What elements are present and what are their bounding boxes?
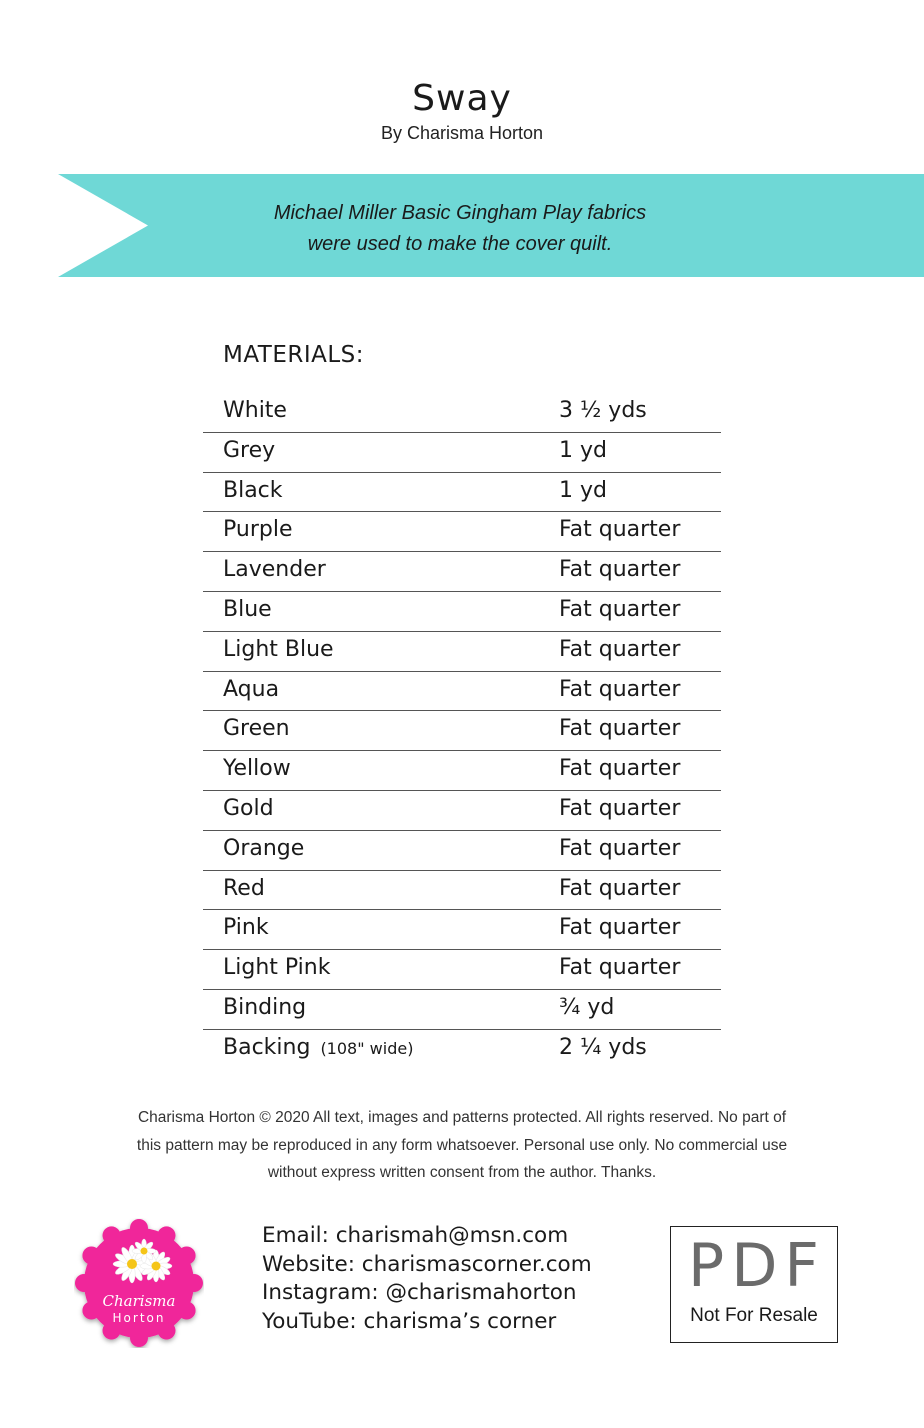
material-name [223, 915, 269, 940]
copyright-line-2: this pattern may be reproduced in any form whatsoever. Personal use only. No commercial use [136, 1136, 788, 1154]
material-name [223, 517, 292, 542]
logo-badge-icon [74, 1218, 204, 1348]
page-title: Sway [412, 78, 512, 119]
material-name-text: Backing [223, 1034, 311, 1060]
material-name-text: Pink [223, 915, 269, 941]
material-quantity: Fat quarter [559, 955, 681, 981]
material-quantity: Fat quarter [559, 676, 681, 702]
contact-instagram[interactable]: Instagram: @charismahorton [262, 1280, 577, 1305]
material-name-text: Red [223, 875, 265, 901]
material-name [223, 398, 287, 423]
material-quantity: Fat quarter [559, 835, 681, 861]
material-note: (108" wide) [320, 1038, 414, 1058]
material-name-text: Gold [223, 795, 274, 821]
material-name-text: Blue [223, 596, 272, 622]
materials-heading: MATERIALS: [223, 342, 365, 368]
banner-line-2: were used to make the cover quilt. [307, 233, 613, 255]
material-name [223, 955, 330, 980]
material-row [203, 871, 721, 911]
contact-info [262, 1222, 592, 1336]
material-quantity: 1 yd [559, 477, 607, 503]
material-quantity: Fat quarter [559, 557, 681, 583]
author-byline: By Charisma Horton [380, 123, 544, 143]
material-name [223, 1035, 413, 1060]
material-quantity: Fat quarter [559, 596, 681, 622]
material-quantity: 2 ¼ yds [559, 1034, 647, 1060]
materials-table [203, 393, 721, 1070]
material-name [223, 557, 326, 582]
material-name-text: Binding [223, 994, 307, 1020]
material-row [203, 990, 721, 1030]
material-name [223, 796, 274, 821]
logo-text-2: Horton [112, 1311, 166, 1325]
material-name-text: Light Pink [223, 955, 331, 981]
pdf-not-for-resale-badge [670, 1226, 838, 1343]
material-row [203, 831, 721, 871]
material-name [223, 438, 275, 463]
copyright-line-1: Charisma Horton © 2020 All text, images and patterns protected. All rights reserved. No part of [137, 1109, 787, 1126]
material-name-text: Grey [223, 437, 276, 463]
material-name [223, 597, 272, 622]
material-name-text: Light Blue [223, 636, 334, 662]
material-name-text: Orange [223, 835, 305, 861]
material-name [223, 677, 279, 702]
material-quantity: ¾ yd [559, 994, 615, 1020]
material-quantity: Fat quarter [559, 517, 681, 543]
material-name-text: Aqua [223, 676, 280, 702]
material-row [203, 751, 721, 791]
material-row [203, 950, 721, 990]
material-row [203, 632, 721, 672]
material-row [203, 910, 721, 950]
material-name-text: Purple [223, 517, 293, 543]
material-quantity: Fat quarter [559, 756, 681, 782]
material-quantity: Fat quarter [559, 636, 681, 662]
material-name [223, 637, 334, 662]
material-name-text: Yellow [223, 756, 291, 782]
copyright-line-3: without express written consent from the author. Thanks. [267, 1164, 657, 1181]
material-row [203, 512, 721, 552]
material-quantity: Fat quarter [559, 795, 681, 821]
material-row [203, 473, 721, 513]
material-row [203, 672, 721, 712]
material-quantity: Fat quarter [559, 915, 681, 941]
material-row [203, 433, 721, 473]
material-quantity: Fat quarter [559, 716, 681, 742]
material-row [203, 791, 721, 831]
material-name [223, 756, 291, 781]
copyright-notice [90, 1104, 834, 1187]
contact-youtube[interactable]: YouTube: charisma’s corner [262, 1308, 557, 1334]
material-name [223, 836, 304, 861]
pdf-label: PDF [688, 1231, 826, 1301]
material-row [203, 1030, 721, 1070]
charisma-horton-logo [74, 1218, 204, 1348]
fabric-banner-text [150, 198, 770, 260]
material-name [223, 716, 290, 741]
logo-text-1: Charisma [102, 1292, 176, 1310]
material-quantity: 1 yd [559, 437, 607, 463]
material-name-text: White [223, 398, 287, 423]
material-row [203, 711, 721, 751]
material-name [223, 478, 283, 503]
material-name [223, 876, 265, 901]
material-name-text: Lavender [223, 557, 326, 583]
contact-website[interactable]: Website: charismascorner.com [262, 1251, 592, 1277]
material-name-text: Black [223, 477, 283, 503]
material-row [203, 592, 721, 632]
not-for-resale-label: Not For Resale [690, 1305, 818, 1326]
material-quantity: 3 ½ yds [559, 398, 647, 423]
material-row [203, 393, 721, 433]
material-name [223, 995, 306, 1020]
material-row [203, 552, 721, 592]
contact-email[interactable]: Email: charismah@msn.com [262, 1223, 569, 1248]
banner-line-1: Michael Miller Basic Gingham Play fabrics [273, 202, 647, 224]
material-quantity: Fat quarter [559, 875, 681, 901]
material-name-text: Green [223, 716, 290, 742]
